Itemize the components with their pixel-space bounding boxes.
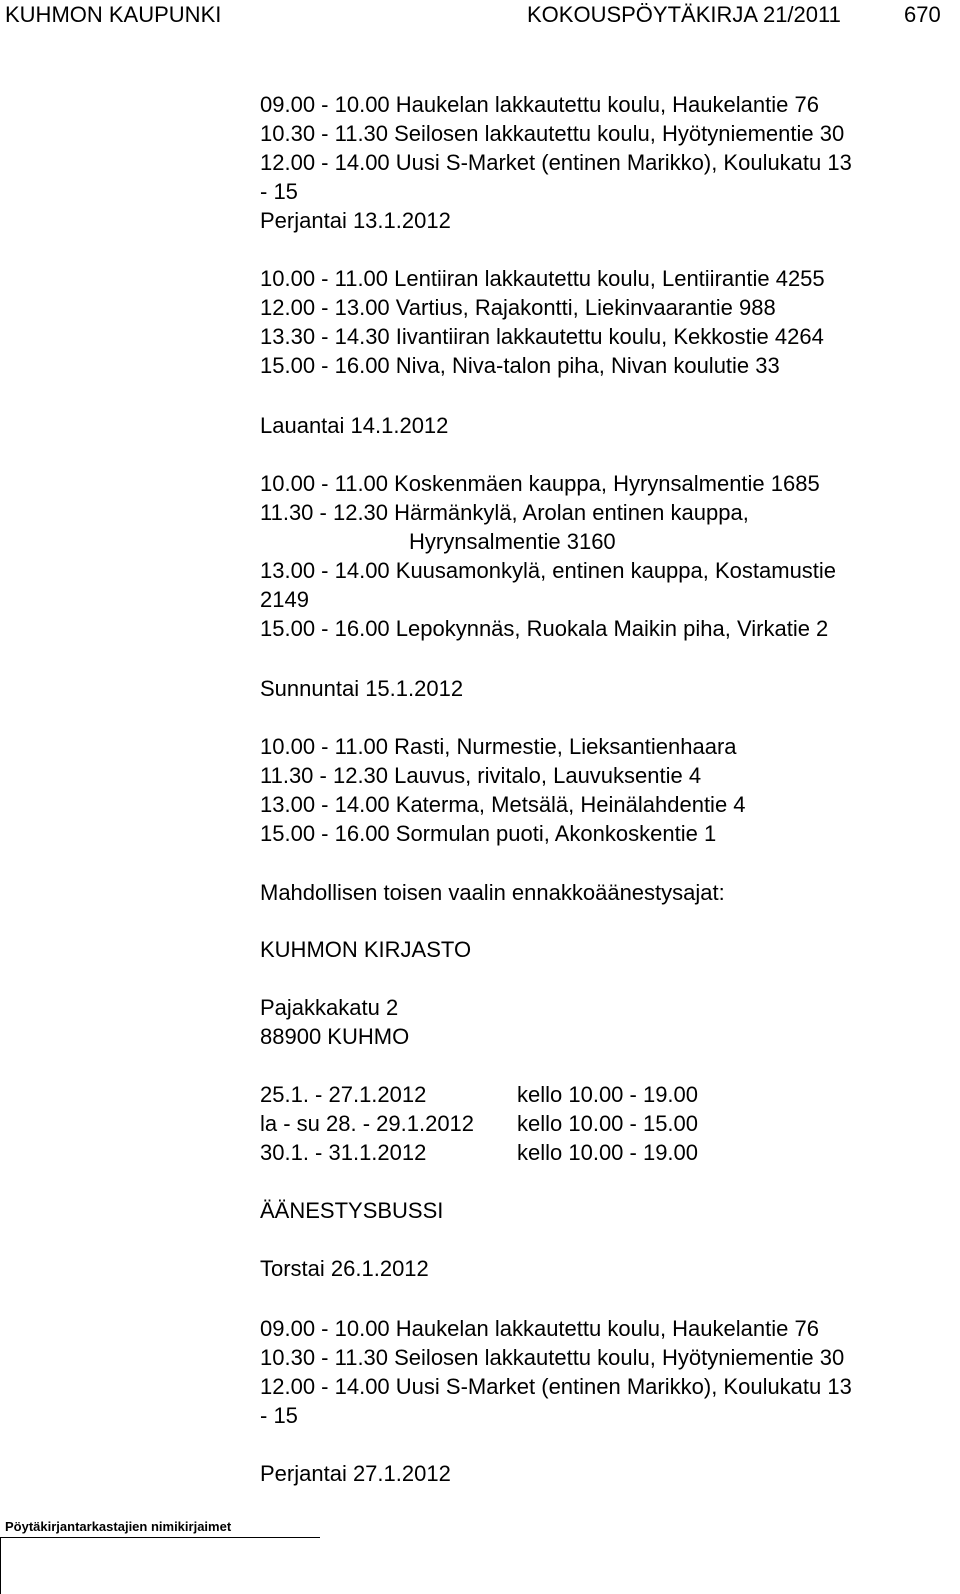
schedule-line: 11.30 - 12.30 Lauvus, rivitalo, Lauvuksentie 4 (260, 763, 702, 788)
section-heading: Mahdollisen toisen vaalin ennakkoäänestysajat: (260, 880, 725, 905)
schedule-line: 09.00 - 10.00 Haukelan lakkautettu koulu, Haukelantie 76 (260, 1316, 819, 1341)
schedule-line: 10.00 - 11.00 Rasti, Nurmestie, Lieksantienhaara (260, 734, 737, 759)
schedule-line: 10.00 - 11.00 Koskenmäen kauppa, Hyrynsalmentie 1685 (260, 471, 820, 496)
schedule-line-continuation: - 15 (260, 1403, 298, 1428)
schedule-line: 13.30 - 14.30 Iivantiiran lakkautettu koulu, Kekkostie 4264 (260, 324, 824, 349)
schedule-line: 12.00 - 14.00 Uusi S-Market (entinen Marikko), Koulukatu 13 (260, 1374, 852, 1399)
schedule-line: 15.00 - 16.00 Lepokynnäs, Ruokala Maikin piha, Virkatie 2 (260, 616, 829, 641)
schedule-line: 15.00 - 16.00 Niva, Niva-talon piha, Nivan koulutie 33 (260, 353, 780, 378)
schedule-line: 12.00 - 13.00 Vartius, Rajakontti, Liekinvaarantie 988 (260, 295, 776, 320)
schedule-line: 12.00 - 14.00 Uusi S-Market (entinen Marikko), Koulukatu 13 (260, 150, 852, 175)
schedule-line: 13.00 - 14.00 Kuusamonkylä, entinen kauppa, Kostamustie (260, 558, 837, 583)
location-name: ÄÄNESTYSBUSSI (260, 1198, 444, 1223)
hours-time: kello 10.00 - 19.00 (517, 1082, 699, 1107)
day-heading: Lauantai 14.1.2012 (260, 413, 449, 438)
schedule-line: - 15 (260, 179, 298, 204)
footer-initials-label: Pöytäkirjantarkastajien nimikirjaimet (5, 1519, 232, 1534)
day-heading: Perjantai 13.1.2012 (260, 208, 451, 233)
footer-divider (0, 1537, 320, 1538)
schedule-line-continuation: 2149 (260, 587, 309, 612)
location-name: KUHMON KIRJASTO (260, 937, 472, 962)
hours-dates: 30.1. - 31.1.2012 (260, 1140, 427, 1165)
schedule-line: 10.30 - 11.30 Seilosen lakkautettu koulu, Hyötyniementie 30 (260, 121, 845, 146)
hours-time: kello 10.00 - 15.00 (517, 1111, 699, 1136)
day-heading: Sunnuntai 15.1.2012 (260, 676, 464, 701)
hours-dates: 25.1. - 27.1.2012 (260, 1082, 427, 1107)
day-heading: Perjantai 27.1.2012 (260, 1461, 451, 1486)
header-page-number: 670 (904, 2, 941, 27)
day-heading: Torstai 26.1.2012 (260, 1256, 429, 1281)
hours-time: kello 10.00 - 19.00 (517, 1140, 699, 1165)
schedule-line: 11.30 - 12.30 Härmänkylä, Arolan entinen kauppa, (260, 500, 749, 525)
schedule-line-continuation: Hyrynsalmentie 3160 (409, 529, 616, 554)
footer-initials-box-edge (0, 1537, 1, 1594)
hours-dates: la - su 28. - 29.1.2012 (260, 1111, 475, 1136)
schedule-line: 09.00 - 10.00 Haukelan lakkautettu koulu, Haukelantie 76 (260, 92, 819, 117)
schedule-line: 13.00 - 14.00 Katerma, Metsälä, Heinälahdentie 4 (260, 792, 746, 817)
header-organization: KUHMON KAUPUNKI (5, 2, 222, 27)
schedule-line: 10.00 - 11.00 Lentiiran lakkautettu koulu, Lentiirantie 4255 (260, 266, 825, 291)
header-document-title: KOKOUSPÖYTÄKIRJA 21/2011 (527, 2, 841, 27)
schedule-line: 15.00 - 16.00 Sormulan puoti, Akonkoskentie 1 (260, 821, 717, 846)
address-street: Pajakkakatu 2 (260, 995, 399, 1020)
schedule-line: 10.30 - 11.30 Seilosen lakkautettu koulu, Hyötyniementie 30 (260, 1345, 845, 1370)
address-postal: 88900 KUHMO (260, 1024, 410, 1049)
